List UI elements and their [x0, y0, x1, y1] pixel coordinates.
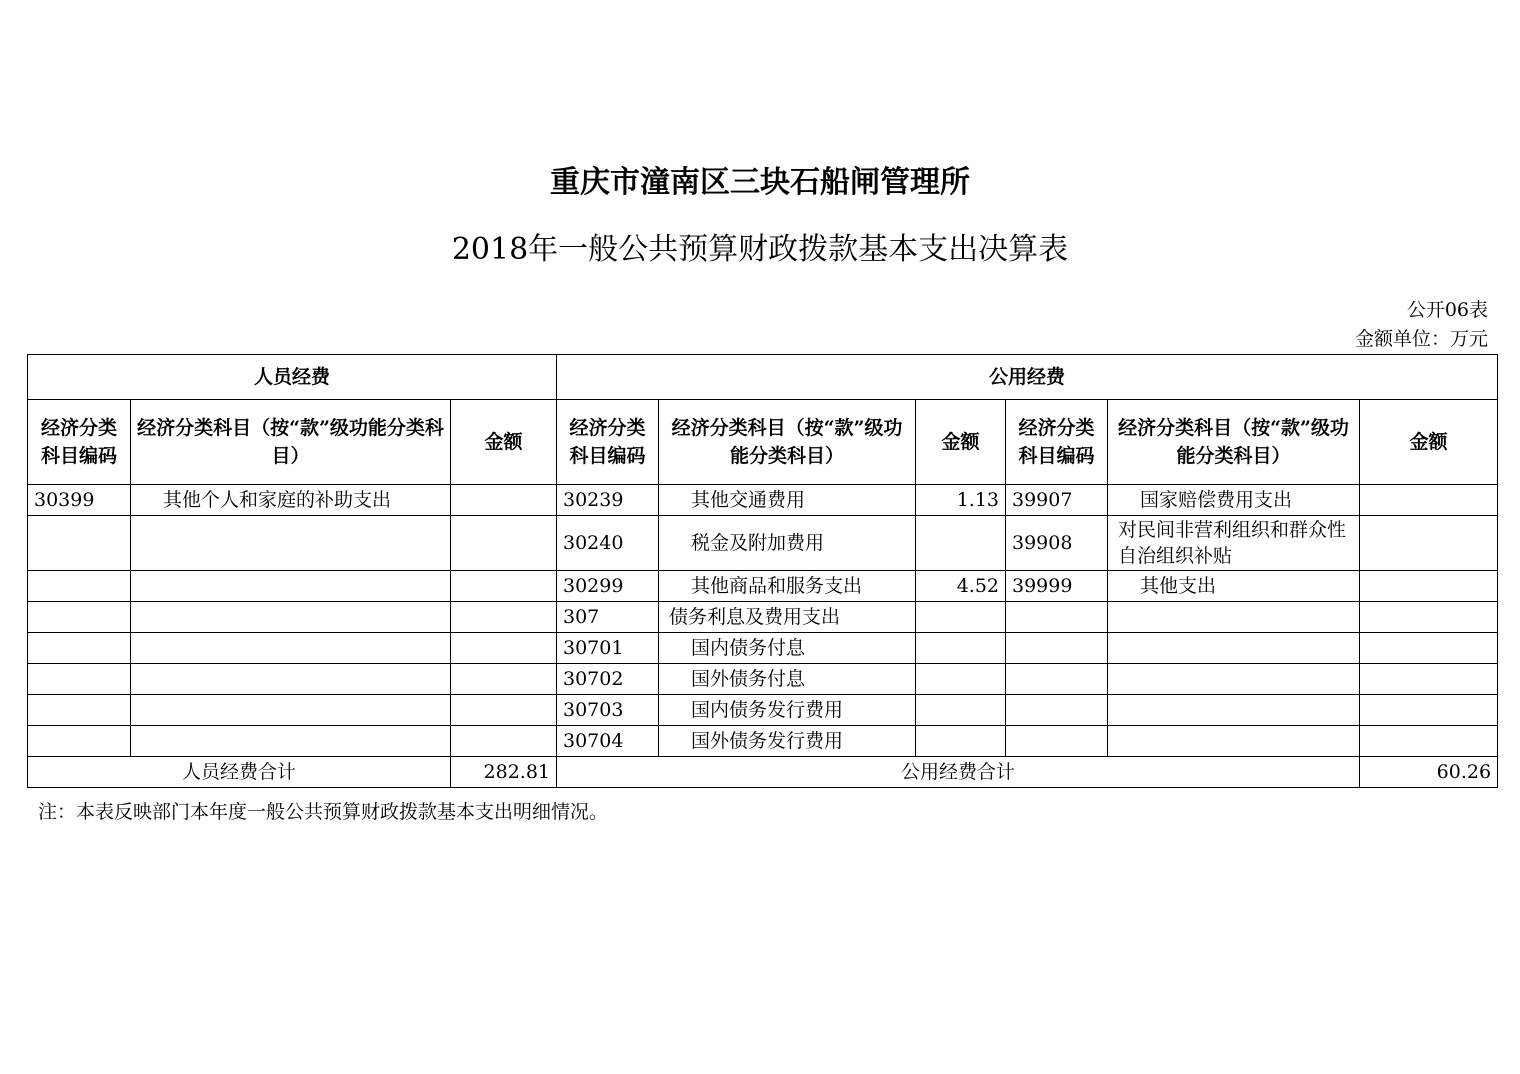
cell-amount: [1360, 485, 1498, 516]
cell-name: [131, 664, 451, 695]
cell-name: 国家赔偿费用支出: [1108, 485, 1360, 516]
cell-code: [28, 602, 131, 633]
cell-amount: [1360, 695, 1498, 726]
section-public: 公用经费: [557, 355, 1498, 400]
cell-name: 国外债务发行费用: [659, 726, 916, 757]
cell-name: [1108, 726, 1360, 757]
amount-unit: 金额单位：万元: [1354, 328, 1488, 350]
cell-name: 国内债务付息: [659, 633, 916, 664]
cell-name: 对民间非营利组织和群众性自治组织补贴: [1108, 516, 1360, 571]
cell-code: 30702: [557, 664, 659, 695]
header-amount: 金额: [1360, 400, 1498, 485]
cell-name: 国内债务发行费用: [659, 695, 916, 726]
cell-amount: 1.13: [916, 485, 1006, 516]
cell-amount: [451, 695, 557, 726]
public-total-value: 60.26: [1360, 757, 1498, 788]
cell-code: [1006, 633, 1108, 664]
cell-name: [1108, 633, 1360, 664]
personnel-total-label: 人员经费合计: [28, 757, 451, 788]
cell-name: [131, 633, 451, 664]
cell-name: [131, 726, 451, 757]
cell-amount: [451, 633, 557, 664]
cell-code: [28, 664, 131, 695]
cell-amount: [451, 602, 557, 633]
cell-code: 307: [557, 602, 659, 633]
cell-code: 30240: [557, 516, 659, 571]
cell-name: 其他商品和服务支出: [659, 571, 916, 602]
cell-code: [28, 726, 131, 757]
cell-amount: [916, 695, 1006, 726]
cell-code: [28, 516, 131, 571]
document-title: 重庆市潼南区三块石船闸管理所: [550, 165, 970, 200]
cell-amount: [451, 726, 557, 757]
header-code: 经济分类科目编码: [557, 400, 659, 485]
cell-name: 其他支出: [1108, 571, 1360, 602]
cell-amount: [451, 516, 557, 571]
cell-amount: 4.52: [916, 571, 1006, 602]
expenditure-table: [27, 354, 1498, 788]
cell-code: 30704: [557, 726, 659, 757]
cell-code: 30299: [557, 571, 659, 602]
header-code: 经济分类科目编码: [28, 400, 131, 485]
cell-amount: [916, 664, 1006, 695]
form-number: 公开06表: [1406, 299, 1488, 321]
cell-amount: [1360, 516, 1498, 571]
cell-code: 30399: [28, 485, 131, 516]
cell-amount: [1360, 664, 1498, 695]
cell-amount: [916, 726, 1006, 757]
table-row: [28, 633, 1498, 664]
cell-code: 30703: [557, 695, 659, 726]
cell-name: [1108, 602, 1360, 633]
table-row: [28, 602, 1498, 633]
header-amount: 金额: [916, 400, 1006, 485]
cell-code: [28, 695, 131, 726]
cell-amount: [451, 571, 557, 602]
table-row: [28, 485, 1498, 516]
cell-code: 39999: [1006, 571, 1108, 602]
section-personnel: 人员经费: [28, 355, 557, 400]
cell-name: 其他个人和家庭的补助支出: [131, 485, 451, 516]
cell-name: [131, 602, 451, 633]
cell-name: 国外债务付息: [659, 664, 916, 695]
table-row: [28, 695, 1498, 726]
cell-amount: [451, 485, 557, 516]
table-note: 注：本表反映部门本年度一般公共预算财政拨款基本支出明细情况。: [38, 801, 609, 823]
cell-code: [1006, 695, 1108, 726]
cell-name: 债务利息及费用支出: [659, 602, 916, 633]
header-name: 经济分类科目（按“款”级功能分类科目）: [131, 400, 451, 485]
table-row: [28, 664, 1498, 695]
header-amount: 金额: [451, 400, 557, 485]
cell-name: 其他交通费用: [659, 485, 916, 516]
cell-amount: [1360, 602, 1498, 633]
table-row: [28, 516, 1498, 571]
cell-code: [28, 571, 131, 602]
totals-row: [28, 757, 1498, 788]
cell-name: [131, 571, 451, 602]
table-row: [28, 571, 1498, 602]
cell-code: [28, 633, 131, 664]
cell-name: [131, 695, 451, 726]
cell-name: [1108, 695, 1360, 726]
personnel-total-value: 282.81: [451, 757, 557, 788]
cell-code: [1006, 726, 1108, 757]
public-total-label: 公用经费合计: [557, 757, 1360, 788]
cell-name: [1108, 664, 1360, 695]
header-code: 经济分类科目编码: [1006, 400, 1108, 485]
cell-amount: [1360, 571, 1498, 602]
cell-code: [1006, 664, 1108, 695]
cell-code: 30701: [557, 633, 659, 664]
cell-amount: [916, 633, 1006, 664]
cell-code: 39908: [1006, 516, 1108, 571]
cell-code: 39907: [1006, 485, 1108, 516]
cell-amount: [451, 664, 557, 695]
cell-amount: [1360, 633, 1498, 664]
table-row: [28, 726, 1498, 757]
cell-name: [131, 516, 451, 571]
header-name: 经济分类科目（按“款”级功能分类科目）: [1108, 400, 1360, 485]
cell-amount: [916, 516, 1006, 571]
cell-amount: [1360, 726, 1498, 757]
cell-code: [1006, 602, 1108, 633]
header-name: 经济分类科目（按“款”级功能分类科目）: [659, 400, 916, 485]
cell-code: 30239: [557, 485, 659, 516]
cell-name: 税金及附加费用: [659, 516, 916, 571]
cell-amount: [916, 602, 1006, 633]
table-title: 2018年一般公共预算财政拨款基本支出决算表: [451, 232, 1069, 267]
